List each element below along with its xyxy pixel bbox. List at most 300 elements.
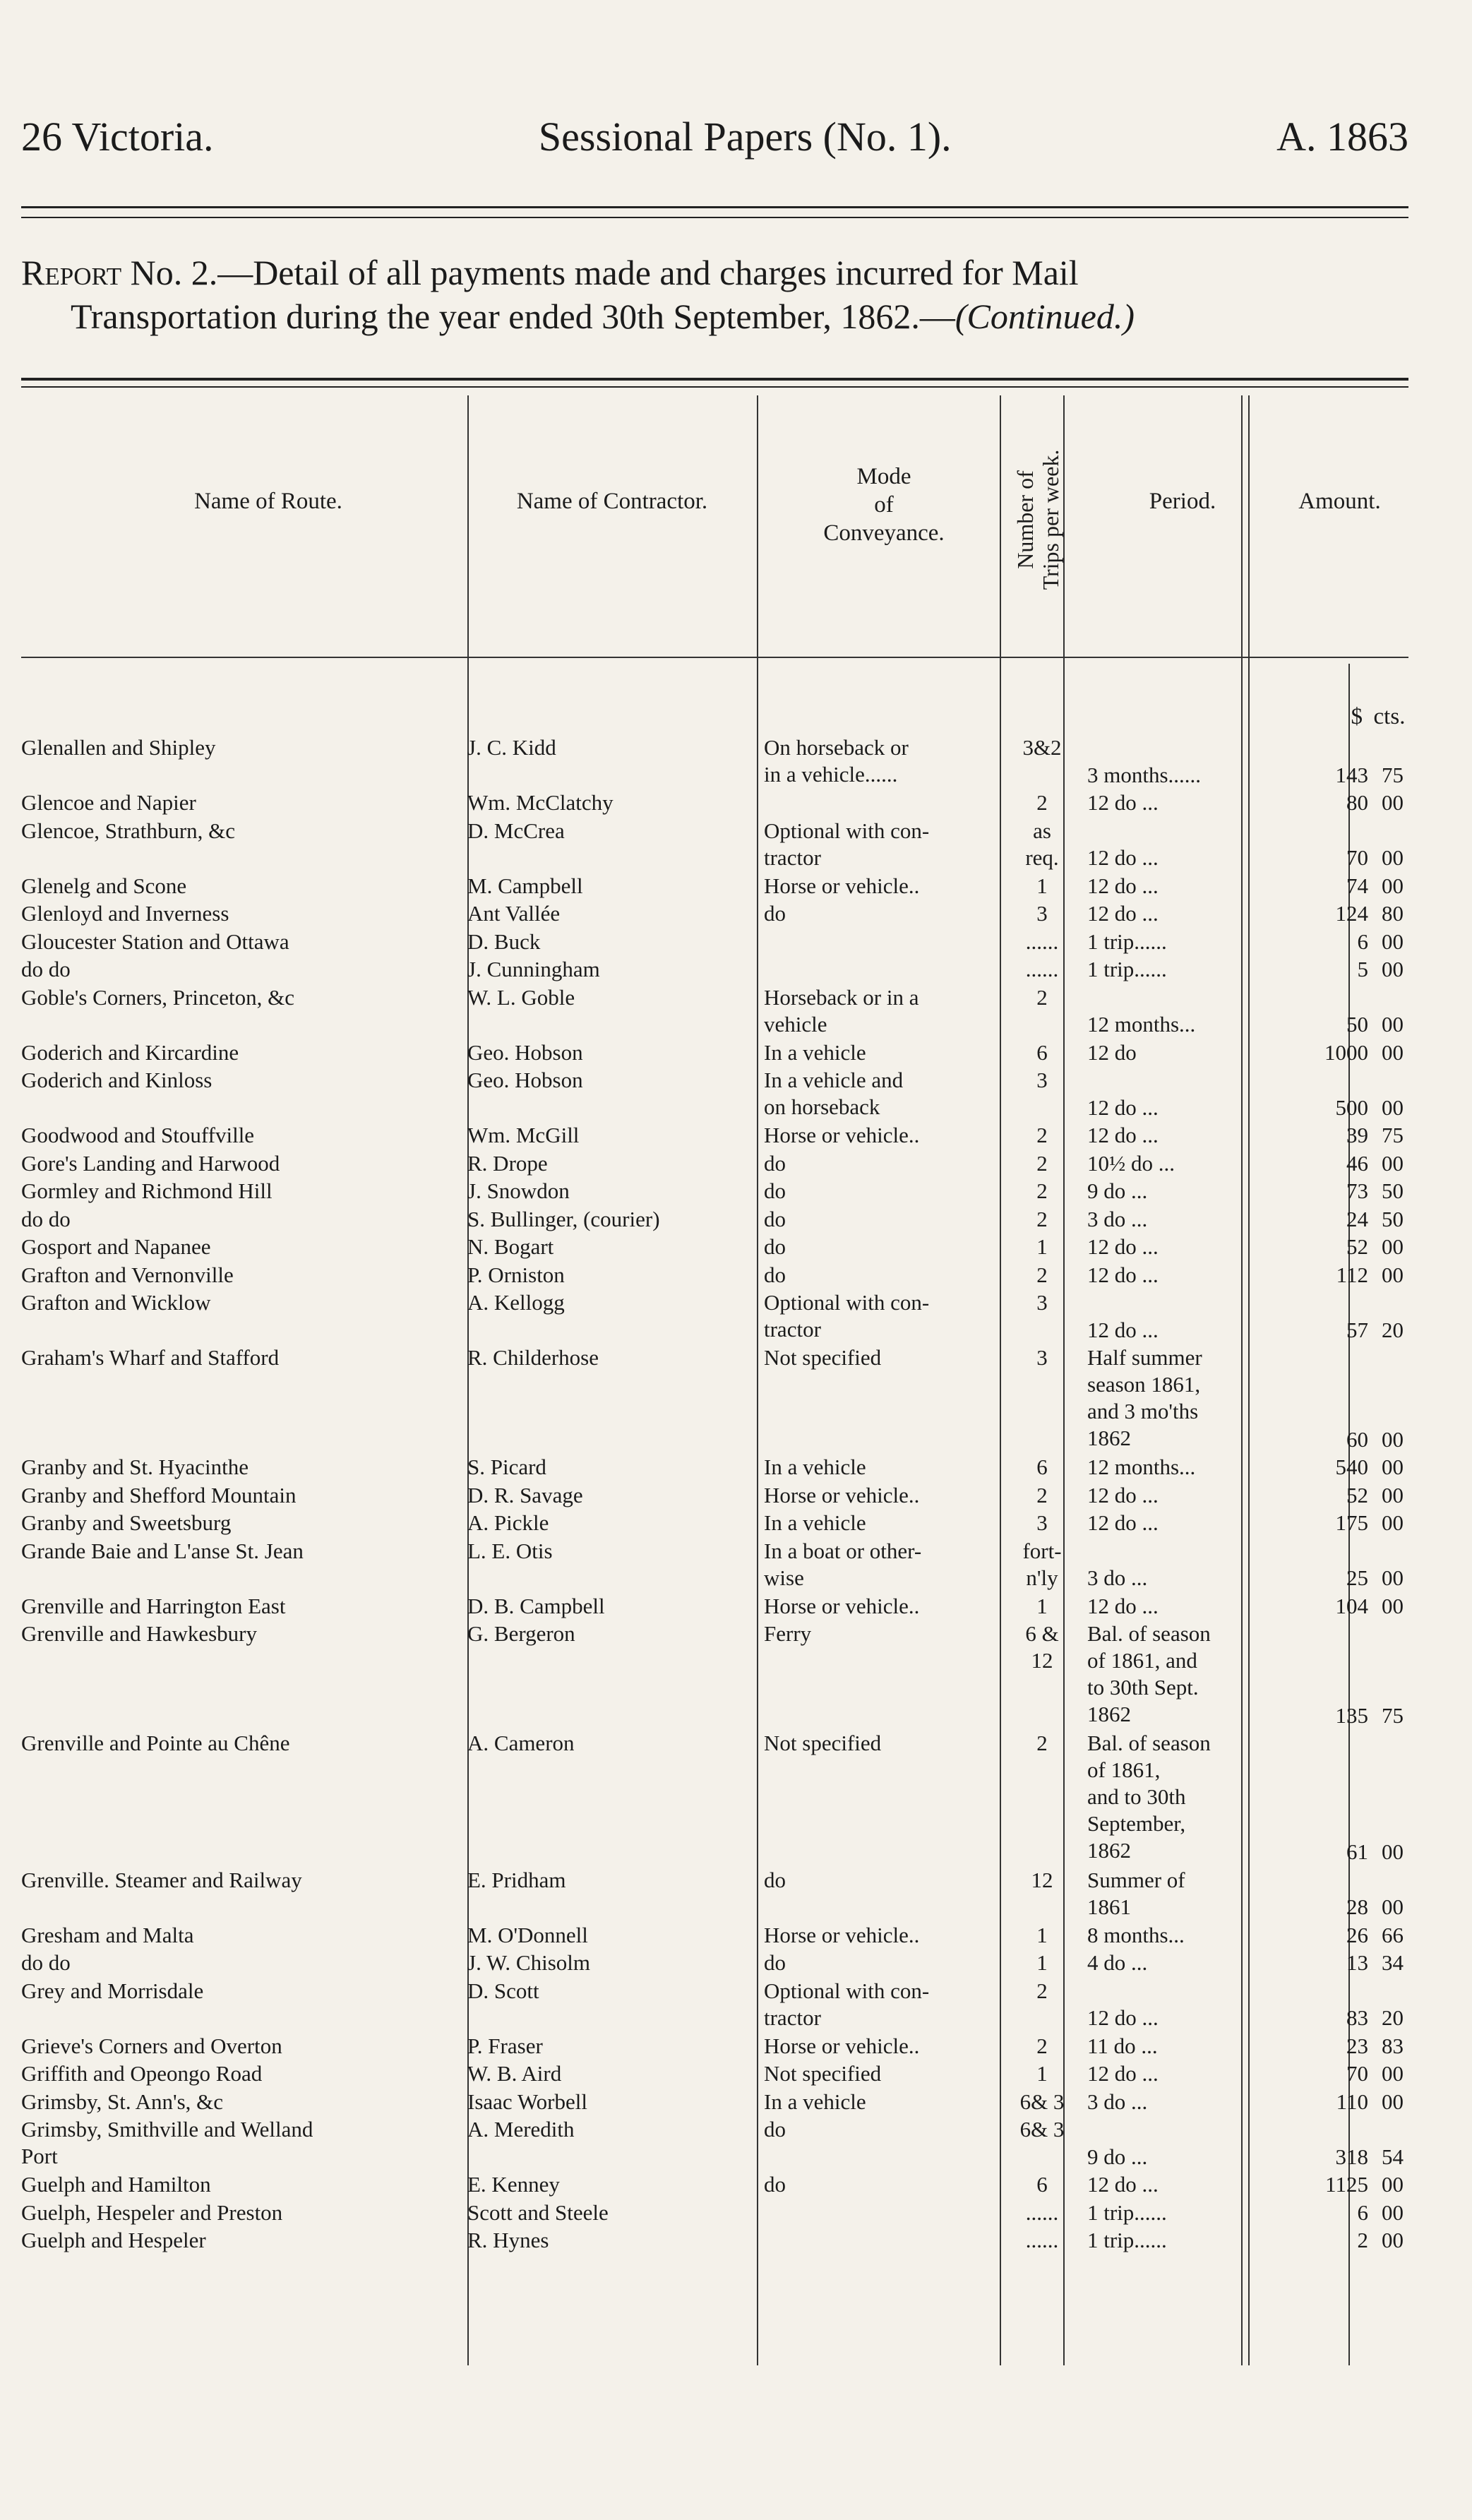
title-line-1: No. 2.—Detail of all payments made and charges incurred for Mail bbox=[121, 253, 1079, 292]
table-row bbox=[21, 818, 1408, 872]
amount-cents-cell: 00 bbox=[1382, 1094, 1404, 1120]
table-row bbox=[21, 1039, 1408, 1067]
table-row bbox=[21, 1344, 1408, 1453]
contractor-cell: R. Childerhose bbox=[467, 1345, 599, 1370]
route-cell: Goodwood and Stouffville bbox=[21, 1123, 255, 1147]
table-row bbox=[21, 2199, 1408, 2227]
mode-cell: Optional with con- tractor bbox=[764, 818, 930, 870]
contractor-cell: Geo. Hobson bbox=[467, 1068, 583, 1092]
trips-cell: 2 bbox=[1036, 1731, 1048, 1755]
period-cell: 3 do ... bbox=[1087, 1565, 1148, 1590]
amount-cents-cell: 00 bbox=[1382, 1455, 1404, 1479]
amount-cents-cell: 00 bbox=[1382, 1426, 1404, 1452]
mode-cell: do bbox=[764, 1867, 786, 1892]
route-cell: Goble's Corners, Princeton, &c bbox=[21, 984, 294, 1010]
trips-cell: 6 bbox=[1036, 1455, 1048, 1479]
table-row bbox=[21, 2116, 1408, 2170]
table-row bbox=[21, 1289, 1408, 1344]
col-contractor-header: Name of Contractor. bbox=[516, 489, 708, 514]
mode-cell: On horseback or in a vehicle...... bbox=[764, 735, 909, 787]
table-row bbox=[21, 1730, 1408, 1866]
mode-cell: do bbox=[764, 1950, 786, 1975]
route-cell: Glencoe and Napier bbox=[21, 790, 196, 815]
table-row bbox=[21, 1067, 1408, 1121]
contractor-cell: A. Pickle bbox=[467, 1510, 549, 1535]
amount-dollars-cell: 25 bbox=[1346, 1565, 1368, 1590]
trips-cell: 2 bbox=[1036, 1482, 1048, 1507]
amount-dollars-cell: 80 bbox=[1346, 790, 1368, 815]
contractor-cell: W. L. Goble bbox=[467, 984, 575, 1010]
mode-cell: Horseback or in a vehicle bbox=[764, 984, 919, 1037]
table-row bbox=[21, 2060, 1408, 2088]
mode-cell: Horse or vehicle.. bbox=[764, 1482, 920, 1507]
contractor-cell: P. Fraser bbox=[467, 2033, 543, 2058]
amount-dollars-cell: 28 bbox=[1346, 1894, 1368, 1919]
contractor-cell: M. Campbell bbox=[467, 873, 583, 898]
amount-dollars-cell: 5 bbox=[1357, 957, 1368, 981]
amount-dollars-cell: 73 bbox=[1346, 1178, 1368, 1203]
amount-dollars-cell: 60 bbox=[1346, 1426, 1368, 1452]
amount-dollars-cell: 39 bbox=[1346, 1123, 1368, 1147]
contractor-cell: J. Snowdon bbox=[467, 1178, 570, 1203]
contractor-cell: D. R. Savage bbox=[467, 1482, 583, 1507]
trips-cell: 1 bbox=[1036, 1593, 1048, 1618]
mode-cell: Optional with con- tractor bbox=[764, 1290, 930, 1342]
route-cell: Grenville and Harrington East bbox=[21, 1593, 286, 1618]
table-row bbox=[21, 1510, 1408, 1537]
route-cell: Grenville and Pointe au Chêne bbox=[21, 1731, 290, 1755]
amount-dollars-cell: 52 bbox=[1346, 1234, 1368, 1259]
contractor-cell: M. O'Donnell bbox=[467, 1922, 588, 1947]
trips-cell: 2 bbox=[1036, 1123, 1048, 1147]
amount-dollars-cell: 112 bbox=[1336, 1262, 1368, 1287]
col-period-header: Period. bbox=[1149, 489, 1216, 514]
trips-cell: 1 bbox=[1036, 873, 1048, 898]
amount-dollars-cell: 46 bbox=[1346, 1150, 1368, 1176]
trips-cell: fort- n'ly bbox=[1022, 1538, 1062, 1590]
amount-cents-cell: 00 bbox=[1382, 1150, 1404, 1176]
contractor-cell: S. Picard bbox=[467, 1455, 546, 1479]
amount-dollars-cell: 124 bbox=[1335, 901, 1368, 926]
trips-cell: as req. bbox=[1025, 818, 1059, 870]
mode-cell: do bbox=[764, 1206, 786, 1231]
amount-dollars-cell: 50 bbox=[1346, 1012, 1368, 1037]
trips-cell: 3 bbox=[1036, 1510, 1048, 1535]
contractor-cell: E. Kenney bbox=[467, 2172, 560, 2197]
route-cell: Glenallen and Shipley bbox=[21, 735, 216, 760]
contractor-cell: A. Kellogg bbox=[467, 1290, 565, 1315]
trips-cell: ...... bbox=[1025, 2228, 1059, 2252]
route-cell: do do bbox=[21, 957, 71, 981]
title-continued: (Continued.) bbox=[955, 297, 1135, 336]
period-cell: 12 do bbox=[1087, 1039, 1137, 1065]
period-cell: 12 months... bbox=[1087, 1455, 1196, 1479]
route-cell: Griffith and Opeongo Road bbox=[21, 2061, 263, 2086]
trips-cell: 6 bbox=[1036, 1039, 1048, 1065]
period-cell: 12 do ... bbox=[1087, 1510, 1159, 1535]
route-cell: Gloucester Station and Ottawa bbox=[21, 928, 289, 954]
amount-cents-cell: 00 bbox=[1382, 2199, 1404, 2225]
mode-cell: Optional with con- tractor bbox=[764, 1978, 930, 2030]
amount-dollars-cell: 104 bbox=[1335, 1593, 1368, 1618]
table-row bbox=[21, 1178, 1408, 1205]
route-cell: Granby and St. Hyacinthe bbox=[21, 1455, 249, 1479]
mode-cell: Not specified bbox=[764, 1345, 882, 1370]
trips-cell: 2 bbox=[1036, 1206, 1048, 1231]
contractor-cell: Geo. Hobson bbox=[467, 1039, 583, 1065]
amount-cents-cell: 00 bbox=[1382, 2172, 1404, 2197]
table-row bbox=[21, 1482, 1408, 1510]
amount-dollars-cell: 74 bbox=[1346, 873, 1368, 898]
contractor-cell: D. McCrea bbox=[467, 818, 565, 843]
trips-cell: 2 bbox=[1036, 1178, 1048, 1203]
period-cell: 12 do ... bbox=[1087, 2061, 1159, 2086]
contractor-cell: L. E. Otis bbox=[467, 1538, 553, 1563]
route-cell: do do bbox=[21, 1950, 71, 1975]
table-row bbox=[21, 873, 1408, 900]
trips-cell: 2 bbox=[1036, 1150, 1048, 1176]
period-cell: 11 do ... bbox=[1087, 2033, 1158, 2058]
header-rule bbox=[21, 206, 1408, 218]
report-title bbox=[21, 251, 1408, 338]
period-cell: 9 do ... bbox=[1087, 2144, 1148, 2169]
table-row bbox=[21, 928, 1408, 956]
amount-dollars-cell: 143 bbox=[1335, 762, 1368, 787]
mode-cell: Ferry bbox=[764, 1621, 812, 1646]
period-cell: 12 do ... bbox=[1087, 901, 1159, 926]
trips-cell: 6& 3 bbox=[1019, 2117, 1065, 2142]
table-row bbox=[21, 1234, 1408, 1261]
contractor-cell: S. Bullinger, (courier) bbox=[467, 1206, 660, 1231]
amount-dollars-cell: 2 bbox=[1357, 2228, 1368, 2252]
trips-cell: 2 bbox=[1036, 1262, 1048, 1287]
route-cell: Gormley and Richmond Hill bbox=[21, 1178, 273, 1203]
route-cell: Granby and Shefford Mountain bbox=[21, 1482, 297, 1507]
route-cell: Glencoe, Strathburn, &c bbox=[21, 818, 236, 843]
amount-dollars-cell: 70 bbox=[1346, 845, 1368, 870]
contractor-cell: W. B. Aird bbox=[467, 2061, 562, 2086]
route-cell: Goderich and Kinloss bbox=[21, 1068, 213, 1092]
col-amount-header: Amount. bbox=[1298, 489, 1381, 514]
contractor-cell: J. C. Kidd bbox=[467, 735, 556, 760]
amount-cents-cell: 00 bbox=[1382, 873, 1404, 898]
amount-cents-cell: 54 bbox=[1382, 2144, 1404, 2169]
contractor-cell: D. Scott bbox=[467, 1978, 539, 2003]
trips-cell: 3 bbox=[1036, 1068, 1048, 1092]
period-cell: 1 trip...... bbox=[1087, 928, 1167, 954]
amount-cents-cell: 00 bbox=[1382, 1262, 1404, 1287]
table-row bbox=[21, 1949, 1408, 1977]
trips-cell: 3&2 bbox=[1022, 735, 1062, 760]
period-cell: 8 months... bbox=[1087, 1922, 1185, 1947]
amount-dollars-cell: 6 bbox=[1357, 928, 1368, 954]
trips-cell: 6& 3 bbox=[1019, 2089, 1065, 2114]
route-cell: Graham's Wharf and Stafford bbox=[21, 1345, 280, 1370]
route-cell: Guelph, Hespeler and Preston bbox=[21, 2199, 283, 2225]
title-line-2: Transportation during the year ended 30th September, 1862.— bbox=[71, 297, 955, 336]
table-row bbox=[21, 1206, 1408, 1234]
contractor-cell: Ant Vallée bbox=[467, 901, 561, 926]
route-cell: Gore's Landing and Harwood bbox=[21, 1150, 280, 1176]
amount-cents-cell: 34 bbox=[1382, 1950, 1404, 1975]
amount-dollars-cell: 57 bbox=[1346, 1317, 1368, 1342]
period-cell: 12 do ... bbox=[1087, 1234, 1159, 1259]
route-cell: Grafton and Wicklow bbox=[21, 1290, 211, 1315]
contractor-cell: R. Drope bbox=[467, 1150, 548, 1176]
mode-cell: In a vehicle bbox=[764, 1455, 866, 1479]
route-cell: Grieve's Corners and Overton bbox=[21, 2033, 282, 2058]
route-cell: Gresham and Malta bbox=[21, 1922, 194, 1947]
trips-cell: 6 bbox=[1036, 2172, 1048, 2197]
dollar-sign: $ bbox=[1351, 704, 1363, 729]
contractor-cell: A. Cameron bbox=[467, 1731, 575, 1755]
table-row bbox=[21, 1538, 1408, 1592]
mode-cell: In a vehicle bbox=[764, 1039, 866, 1065]
mode-cell: do bbox=[764, 1234, 786, 1259]
amount-dollars-cell: 175 bbox=[1335, 1510, 1368, 1535]
period-cell: Bal. of season of 1861, and to 30th Sept. 1862 bbox=[1087, 1621, 1211, 1726]
amount-cents-cell: 00 bbox=[1382, 1593, 1404, 1618]
amount-dollars-cell: 26 bbox=[1346, 1922, 1368, 1947]
amount-cents-cell: 00 bbox=[1382, 1510, 1404, 1535]
trips-cell: 1 bbox=[1036, 2061, 1048, 2086]
trips-cell: 2 bbox=[1036, 2033, 1048, 2058]
table-row bbox=[21, 734, 1408, 789]
amount-dollars-cell: 1125 bbox=[1325, 2172, 1368, 2197]
contractor-cell: A. Meredith bbox=[467, 2117, 575, 2142]
trips-cell: 3 bbox=[1036, 901, 1048, 926]
amount-dollars-cell: 1000 bbox=[1324, 1039, 1368, 1065]
amount-cents-cell: 50 bbox=[1382, 1178, 1404, 1203]
header-papers: Sessional Papers (No. 1). bbox=[538, 114, 952, 160]
amount-cents-cell: 00 bbox=[1382, 1012, 1404, 1037]
period-cell: 4 do ... bbox=[1087, 1950, 1148, 1975]
mode-cell: Horse or vehicle.. bbox=[764, 1123, 920, 1147]
contractor-cell: Wm. McClatchy bbox=[467, 790, 614, 815]
table-row bbox=[21, 2171, 1408, 2199]
route-cell: Glenelg and Scone bbox=[21, 873, 187, 898]
table-row bbox=[21, 956, 1408, 984]
amount-cents-cell: 00 bbox=[1382, 1894, 1404, 1919]
period-cell: 12 do ... bbox=[1087, 1094, 1159, 1120]
trips-cell: 2 bbox=[1036, 1978, 1048, 2003]
table-row bbox=[21, 1454, 1408, 1481]
route-cell: do do bbox=[21, 1206, 71, 1231]
trips-cell: ...... bbox=[1025, 928, 1059, 954]
route-cell: Grande Baie and L'anse St. Jean bbox=[21, 1538, 304, 1563]
header-year: A. 1863 bbox=[1276, 114, 1408, 160]
route-cell: Grimsby, Smithville and Welland Port bbox=[21, 2117, 313, 2168]
trips-cell: 1 bbox=[1036, 1950, 1048, 1975]
route-cell: Granby and Sweetsburg bbox=[21, 1510, 232, 1535]
mode-cell: In a vehicle bbox=[764, 1510, 866, 1535]
amount-dollars-cell: 540 bbox=[1335, 1455, 1368, 1479]
header-session: 26 Victoria. bbox=[21, 114, 214, 160]
amount-dollars-cell: 6 bbox=[1357, 2199, 1368, 2225]
amount-cents-cell: 83 bbox=[1382, 2033, 1404, 2058]
amount-cents-cell: 75 bbox=[1382, 1123, 1404, 1147]
table-row bbox=[21, 984, 1408, 1039]
amount-cents-cell: 00 bbox=[1382, 1039, 1404, 1065]
period-cell: 12 do ... bbox=[1087, 790, 1159, 815]
mode-cell: do bbox=[764, 1262, 786, 1287]
mode-cell: do bbox=[764, 2117, 786, 2142]
period-cell: 12 months... bbox=[1087, 1012, 1196, 1037]
trips-cell: 3 bbox=[1036, 1345, 1048, 1370]
contractor-cell: G. Bergeron bbox=[467, 1621, 575, 1646]
amount-dollars-cell: 135 bbox=[1335, 1702, 1368, 1728]
amount-cents-cell: 75 bbox=[1382, 762, 1404, 787]
amount-cents-cell: 00 bbox=[1382, 928, 1404, 954]
trips-cell: 1 bbox=[1036, 1234, 1048, 1259]
mode-cell: do bbox=[764, 1178, 786, 1203]
amount-cents-cell: 00 bbox=[1382, 2228, 1404, 2252]
period-cell: 9 do ... bbox=[1087, 1178, 1148, 1203]
table-top-rule bbox=[21, 378, 1408, 388]
period-cell: 1 trip...... bbox=[1087, 2199, 1167, 2225]
period-cell: 12 do ... bbox=[1087, 873, 1159, 898]
col-route-header: Name of Route. bbox=[194, 489, 342, 514]
contractor-cell: E. Pridham bbox=[467, 1867, 566, 1892]
table-row bbox=[21, 2033, 1408, 2060]
trips-cell: 1 bbox=[1036, 1922, 1048, 1947]
amount-dollars-cell: 23 bbox=[1346, 2033, 1368, 2058]
period-cell: 12 do ... bbox=[1087, 2005, 1159, 2030]
trips-cell: 2 bbox=[1036, 984, 1048, 1010]
col-mode-header: Mode of Conveyance. bbox=[823, 464, 945, 546]
amount-cents-cell: 20 bbox=[1382, 1317, 1404, 1342]
amount-cents-cell: 00 bbox=[1382, 2061, 1404, 2086]
route-cell: Goderich and Kircardine bbox=[21, 1039, 239, 1065]
amount-cents-cell: 00 bbox=[1382, 1482, 1404, 1507]
contractor-cell: J. W. Chisolm bbox=[467, 1950, 590, 1975]
amount-dollars-cell: 70 bbox=[1346, 2061, 1368, 2086]
contractor-cell: P. Orniston bbox=[467, 1262, 565, 1287]
mode-cell: Horse or vehicle.. bbox=[764, 2033, 920, 2058]
period-cell: 10½ do ... bbox=[1087, 1150, 1175, 1176]
amount-cents-cell: 00 bbox=[1382, 2089, 1404, 2114]
amount-dollars-cell: 13 bbox=[1346, 1950, 1368, 1975]
amount-cents-cell: 00 bbox=[1382, 1565, 1404, 1590]
trips-cell: 12 bbox=[1031, 1867, 1053, 1892]
mode-cell: Not specified bbox=[764, 2061, 882, 2086]
report-word: Report bbox=[21, 253, 122, 292]
table-row bbox=[21, 1922, 1408, 1949]
route-cell: Glenloyd and Inverness bbox=[21, 901, 229, 926]
amount-dollars-cell: 61 bbox=[1346, 1839, 1368, 1864]
amount-cents-cell: 20 bbox=[1382, 2005, 1404, 2030]
contractor-cell: Isaac Worbell bbox=[467, 2089, 587, 2114]
contractor-cell: Wm. McGill bbox=[467, 1123, 580, 1147]
mode-cell: Horse or vehicle.. bbox=[764, 1593, 920, 1618]
table-row bbox=[21, 2089, 1408, 2116]
table-row bbox=[21, 1262, 1408, 1289]
amount-cents-cell: 75 bbox=[1382, 1702, 1404, 1728]
running-header bbox=[21, 113, 1408, 160]
route-cell: Grafton and Vernonville bbox=[21, 1262, 234, 1287]
period-cell: 12 do ... bbox=[1087, 2172, 1159, 2197]
table-row bbox=[21, 2227, 1408, 2255]
mode-cell: do bbox=[764, 901, 786, 926]
route-cell: Gosport and Napanee bbox=[21, 1234, 211, 1259]
mode-cell: In a vehicle bbox=[764, 2089, 866, 2114]
table-row bbox=[21, 1867, 1408, 1921]
amount-cents-cell: 50 bbox=[1382, 1206, 1404, 1231]
table-row bbox=[21, 900, 1408, 928]
period-cell: 12 do ... bbox=[1087, 845, 1159, 870]
table-row bbox=[21, 1593, 1408, 1620]
mode-cell: In a boat or other- wise bbox=[764, 1538, 922, 1590]
mode-cell: do bbox=[764, 2172, 786, 2197]
mode-cell: Not specified bbox=[764, 1731, 882, 1755]
amount-cents-cell: 00 bbox=[1382, 790, 1404, 815]
route-cell: Guelph and Hespeler bbox=[21, 2228, 206, 2252]
amount-dollars-cell: 110 bbox=[1336, 2089, 1368, 2114]
table-row bbox=[21, 1978, 1408, 2032]
table-row bbox=[21, 1620, 1408, 1729]
header-bottom-rule bbox=[21, 657, 1408, 658]
route-cell: Grey and Morrisdale bbox=[21, 1978, 204, 2003]
mode-cell: do bbox=[764, 1150, 786, 1176]
mode-cell: In a vehicle and on horseback bbox=[764, 1068, 904, 1119]
amount-dollars-cell: 52 bbox=[1346, 1482, 1368, 1507]
amount-cents-cell: 00 bbox=[1382, 1234, 1404, 1259]
contractor-cell: D. B. Campbell bbox=[467, 1593, 605, 1618]
contractor-cell: J. Cunningham bbox=[467, 957, 600, 981]
amount-cents-cell: 66 bbox=[1382, 1922, 1404, 1947]
cents-label: cts. bbox=[1373, 704, 1406, 729]
period-cell: 3 months...... bbox=[1087, 762, 1202, 787]
amount-cents-cell: 00 bbox=[1382, 845, 1404, 870]
amount-cents-cell: 00 bbox=[1382, 957, 1404, 981]
route-cell: Grenville and Hawkesbury bbox=[21, 1621, 258, 1646]
table-row bbox=[21, 1122, 1408, 1149]
amount-dollars-cell: 24 bbox=[1346, 1206, 1368, 1231]
period-cell: 12 do ... bbox=[1087, 1317, 1159, 1342]
amount-dollars-cell: 318 bbox=[1335, 2144, 1368, 2169]
route-cell: Guelph and Hamilton bbox=[21, 2172, 211, 2197]
table-row bbox=[21, 1150, 1408, 1178]
contractor-cell: Scott and Steele bbox=[467, 2199, 609, 2225]
trips-cell: ...... bbox=[1025, 2199, 1059, 2225]
trips-cell: ...... bbox=[1025, 957, 1059, 981]
amount-dollars-cell: 83 bbox=[1346, 2005, 1368, 2030]
route-cell: Grimsby, St. Ann's, &c bbox=[21, 2089, 224, 2114]
contractor-cell: R. Hynes bbox=[467, 2228, 549, 2252]
period-cell: 3 do ... bbox=[1087, 2089, 1148, 2114]
period-cell: 1 trip...... bbox=[1087, 2228, 1167, 2252]
trips-cell: 6 & 12 bbox=[1025, 1621, 1059, 1673]
mode-cell: Horse or vehicle.. bbox=[764, 1922, 920, 1947]
amount-cents-cell: 00 bbox=[1382, 1839, 1404, 1864]
contractor-cell: D. Buck bbox=[467, 928, 541, 954]
contractor-cell: N. Bogart bbox=[467, 1234, 554, 1259]
amount-cents-cell: 80 bbox=[1382, 901, 1404, 926]
period-cell: Bal. of season of 1861, and to 30th September, 1862 bbox=[1087, 1731, 1211, 1863]
mode-cell: Horse or vehicle.. bbox=[764, 873, 920, 898]
period-cell: 12 do ... bbox=[1087, 1262, 1159, 1287]
period-cell: Half summer season 1861, and 3 mo'ths 1862 bbox=[1087, 1345, 1202, 1450]
trips-cell: 3 bbox=[1036, 1290, 1048, 1315]
col-trips-header: Number of Trips per week. bbox=[1012, 449, 1063, 590]
period-cell: 12 do ... bbox=[1087, 1123, 1159, 1147]
table-row bbox=[21, 789, 1408, 817]
period-cell: 12 do ... bbox=[1087, 1593, 1159, 1618]
amount-dollars-cell: 500 bbox=[1335, 1094, 1368, 1120]
period-cell: 12 do ... bbox=[1087, 1482, 1159, 1507]
route-cell: Grenville. Steamer and Railway bbox=[21, 1867, 302, 1892]
trips-cell: 2 bbox=[1036, 790, 1048, 815]
